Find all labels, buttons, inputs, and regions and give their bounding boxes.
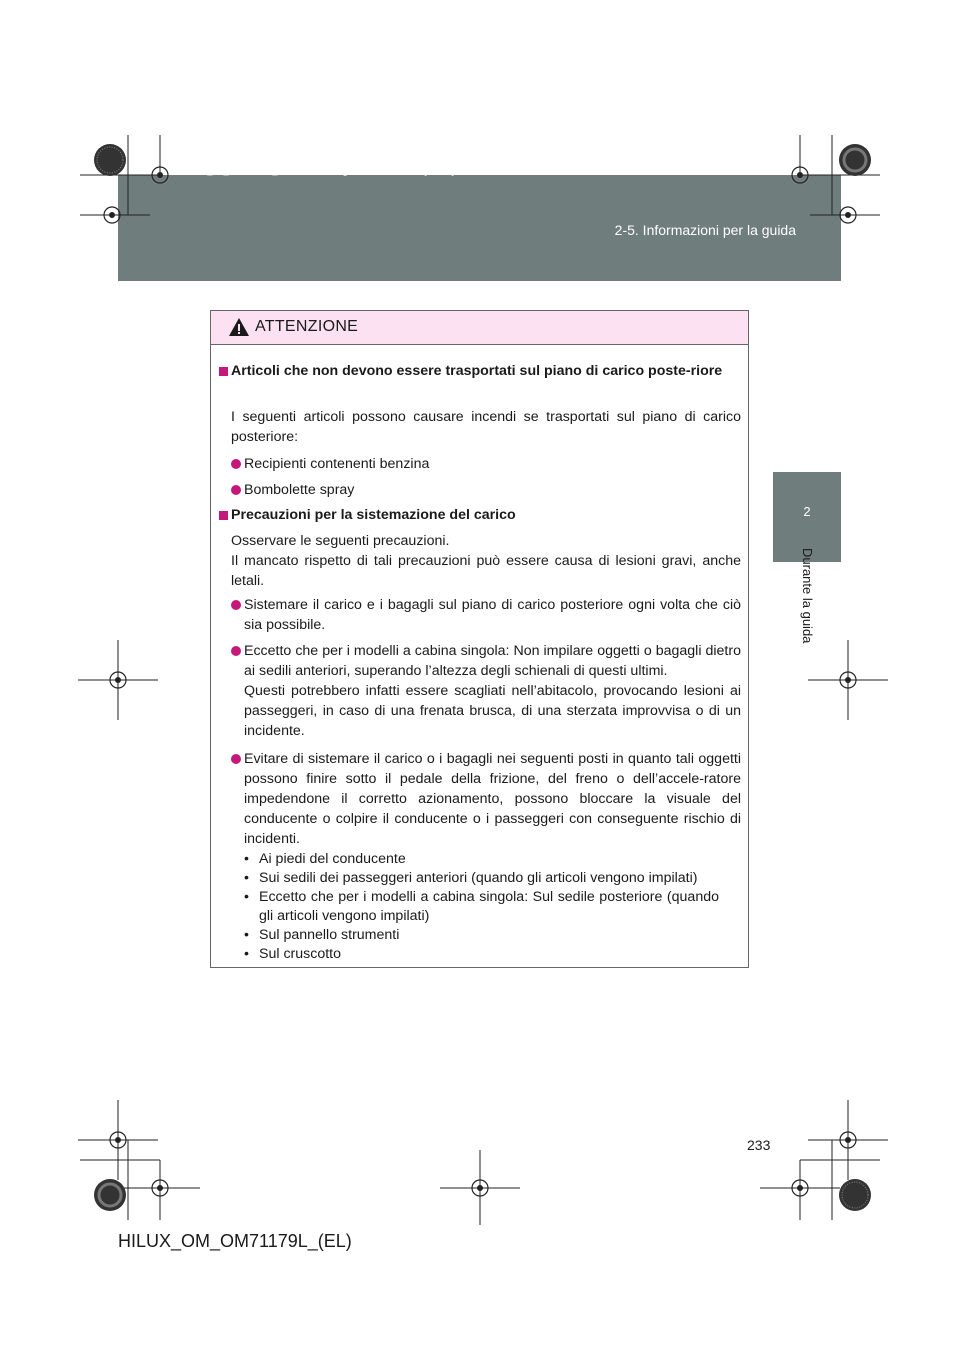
bullet-item: Sistemare il carico e i bagagli sul piano di carico posteriore ogni volta che ciò sia possibile. — [244, 597, 741, 633]
sub-item-marker: • — [244, 851, 249, 867]
warning-header — [211, 311, 748, 345]
section-title: 2-5. Informazioni per la guida — [614, 222, 796, 238]
sub-item-marker: • — [244, 946, 249, 962]
sub-item-marker: • — [244, 889, 249, 905]
file-stamp: HILUX_OM_OM71179L_(EL).book Page 233 Wednesday, May 16, 2012 11:37 AM — [180, 167, 554, 177]
warning-triangle-icon — [228, 317, 250, 337]
section-intro: I seguenti articoli possono causare incendi se trasportati sul piano di carico posteriore: — [231, 409, 741, 445]
sub-item: Eccetto che per i modelli a cabina singola: Sul sedile posteriore (quando gli articoli vengono impilati) — [259, 889, 719, 924]
bullet-item: Eccetto che per i modelli a cabina singola: Non impilare oggetti o bagagli dietro ai sedili anteriori, superando l’altezza degli schienali di questi ultimi. — [244, 643, 741, 679]
section-marker — [219, 367, 228, 376]
sub-item: Sul pannello strumenti — [259, 927, 400, 943]
sub-item: Sul cruscotto — [259, 946, 342, 962]
bullet-marker — [231, 459, 241, 469]
chapter-label: Durante la guida — [800, 548, 815, 644]
section-intro: Osservare le seguenti precauzioni. — [231, 533, 450, 549]
bullet-continuation: Questi potrebbero infatti essere scagliati nell’abitacolo, provocando lesioni ai passeggeri, in caso di una frenata brusca, di una sterzata improvvisa o di un incidente. — [244, 683, 741, 739]
sub-item: Sui sedili dei passeggeri anteriori (quando gli articoli vengono impilati) — [259, 870, 698, 886]
chapter-number: 2 — [803, 504, 811, 519]
section-intro: Il mancato rispetto di tali precauzioni può essere causa di lesioni gravi, anche letali. — [231, 553, 741, 589]
sub-item-marker: • — [244, 927, 249, 943]
sub-item-marker: • — [244, 870, 249, 886]
page-number: 233 — [747, 1137, 771, 1153]
sub-item: Ai piedi del conducente — [259, 851, 406, 867]
warning-box — [210, 310, 749, 968]
bullet-marker — [231, 600, 241, 610]
bullet-marker — [231, 485, 241, 495]
section-heading: Precauzioni per la sistemazione del carico — [231, 507, 516, 523]
warning-title: ATTENZIONE — [255, 318, 359, 335]
bullet-marker — [231, 646, 241, 656]
bullet-item: Bombolette spray — [244, 482, 355, 498]
bullet-item: Recipienti contenenti benzina — [244, 456, 430, 472]
document-code: HILUX_OM_OM71179L_(EL) — [118, 1231, 352, 1251]
section-marker — [219, 511, 228, 520]
bullet-marker — [231, 754, 241, 764]
section-heading: Articoli che non devono essere trasportati sul piano di carico poste-riore — [231, 363, 723, 379]
bullet-item: Evitare di sistemare il carico o i bagagli nei seguenti posti in quanto tali oggetti possono finire sotto il pedale della frizione, del freno o dell’accele-ratore impedendone il corretto azionamento, possono bloccare la visuale del conducente o colpire il conducente o i passeggeri con conseguente rischio di incidenti. — [244, 751, 741, 847]
